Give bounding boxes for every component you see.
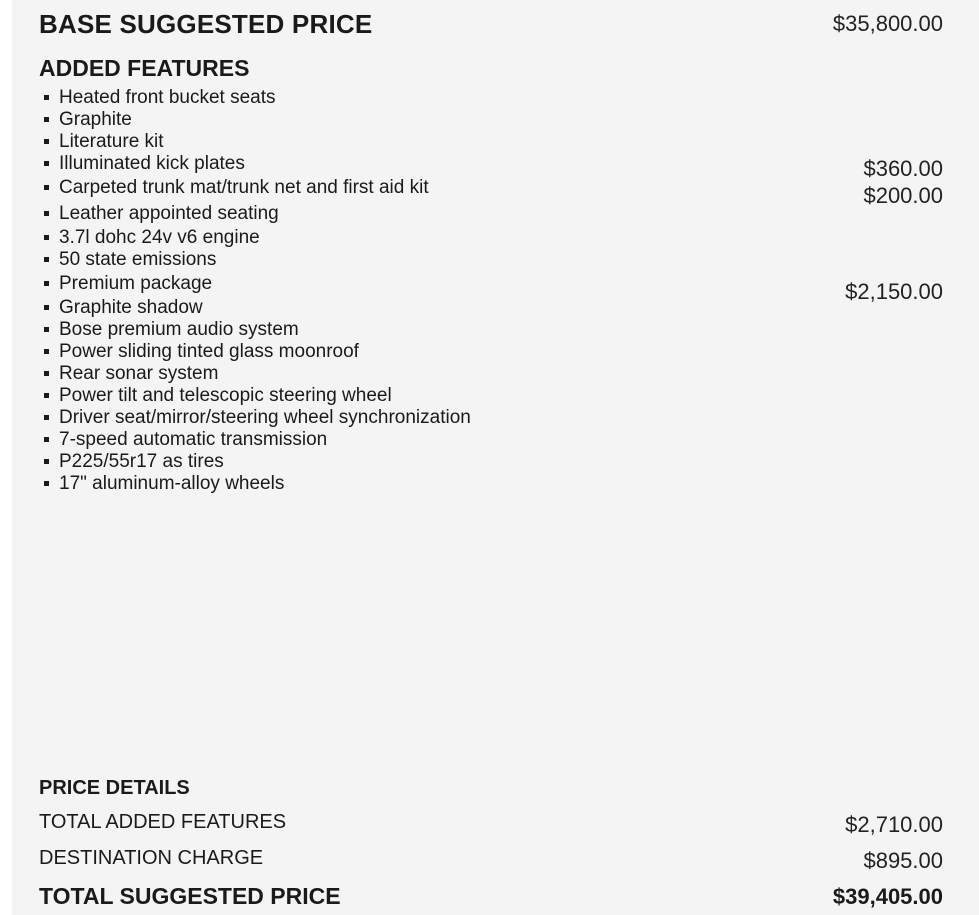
bullet-icon <box>44 95 49 100</box>
list-item <box>44 473 471 495</box>
feature-label: 7-speed automatic transmission <box>59 429 328 450</box>
feature-label: Power tilt and telescopic steering wheel <box>59 385 392 406</box>
list-item <box>44 319 471 341</box>
feature-label: Carpeted trunk mat/trunk net and first aid kit <box>59 177 429 198</box>
feature-label: Illuminated kick plates <box>59 153 245 174</box>
list-item <box>44 131 471 153</box>
total-added-features-label: TOTAL ADDED FEATURES <box>39 811 287 833</box>
list-item <box>44 429 471 451</box>
total-suggested-price-label: TOTAL SUGGESTED PRICE <box>39 883 341 909</box>
bullet-icon <box>44 117 49 122</box>
destination-charge-label: DESTINATION CHARGE <box>39 847 264 869</box>
feature-price-premium-package: $2,150.00 <box>845 279 943 304</box>
list-item <box>44 407 471 429</box>
bullet-icon <box>44 161 49 166</box>
feature-label: Graphite <box>59 109 132 130</box>
bullet-icon <box>44 185 49 190</box>
feature-price-kick-plates: $360.00 <box>863 156 943 181</box>
bullet-icon <box>44 327 49 332</box>
bullet-icon <box>44 481 49 486</box>
destination-charge-value: $895.00 <box>863 848 943 873</box>
feature-price-trunk-mat: $200.00 <box>863 183 943 208</box>
feature-label: Power sliding tinted glass moonroof <box>59 341 359 362</box>
feature-label: Leather appointed seating <box>59 203 279 224</box>
feature-label: 3.7l dohc 24v v6 engine <box>59 227 260 248</box>
list-item <box>44 109 471 131</box>
list-item <box>44 201 471 227</box>
feature-label: Graphite shadow <box>59 297 203 318</box>
list-item <box>44 271 471 297</box>
added-features-list <box>44 87 471 495</box>
list-item <box>44 297 471 319</box>
bullet-icon <box>44 305 49 310</box>
base-price-value: $35,800.00 <box>832 11 943 36</box>
added-features-heading: ADDED FEATURES <box>39 55 250 81</box>
bullet-icon <box>44 281 49 286</box>
feature-label: Heated front bucket seats <box>59 87 276 108</box>
price-details-heading: PRICE DETAILS <box>39 777 190 799</box>
bullet-icon <box>44 349 49 354</box>
list-item <box>44 87 471 109</box>
total-added-features-value: $2,710.00 <box>845 812 943 837</box>
list-item <box>44 451 471 473</box>
list-item <box>44 227 471 249</box>
bullet-icon <box>44 415 49 420</box>
list-item <box>44 153 471 175</box>
base-price-heading: BASE SUGGESTED PRICE <box>39 9 373 39</box>
list-item <box>44 341 471 363</box>
bullet-icon <box>44 437 49 442</box>
feature-label: Rear sonar system <box>59 363 219 384</box>
bullet-icon <box>44 235 49 240</box>
feature-label: Bose premium audio system <box>59 319 299 340</box>
bullet-icon <box>44 139 49 144</box>
bullet-icon <box>44 459 49 464</box>
feature-label: Literature kit <box>59 131 164 152</box>
list-item <box>44 385 471 407</box>
feature-label: 50 state emissions <box>59 249 217 270</box>
feature-label: P225/55r17 as tires <box>59 451 224 472</box>
bullet-icon <box>44 393 49 398</box>
bullet-icon <box>44 257 49 262</box>
list-item <box>44 249 471 271</box>
bullet-icon <box>44 371 49 376</box>
feature-label: 17" aluminum-alloy wheels <box>59 473 285 494</box>
feature-label: Driver seat/mirror/steering wheel synchronization <box>59 407 471 428</box>
list-item <box>44 175 471 201</box>
list-item <box>44 363 471 385</box>
feature-label: Premium package <box>59 273 213 294</box>
total-suggested-price-value: $39,405.00 <box>832 884 943 909</box>
bullet-icon <box>44 211 49 216</box>
